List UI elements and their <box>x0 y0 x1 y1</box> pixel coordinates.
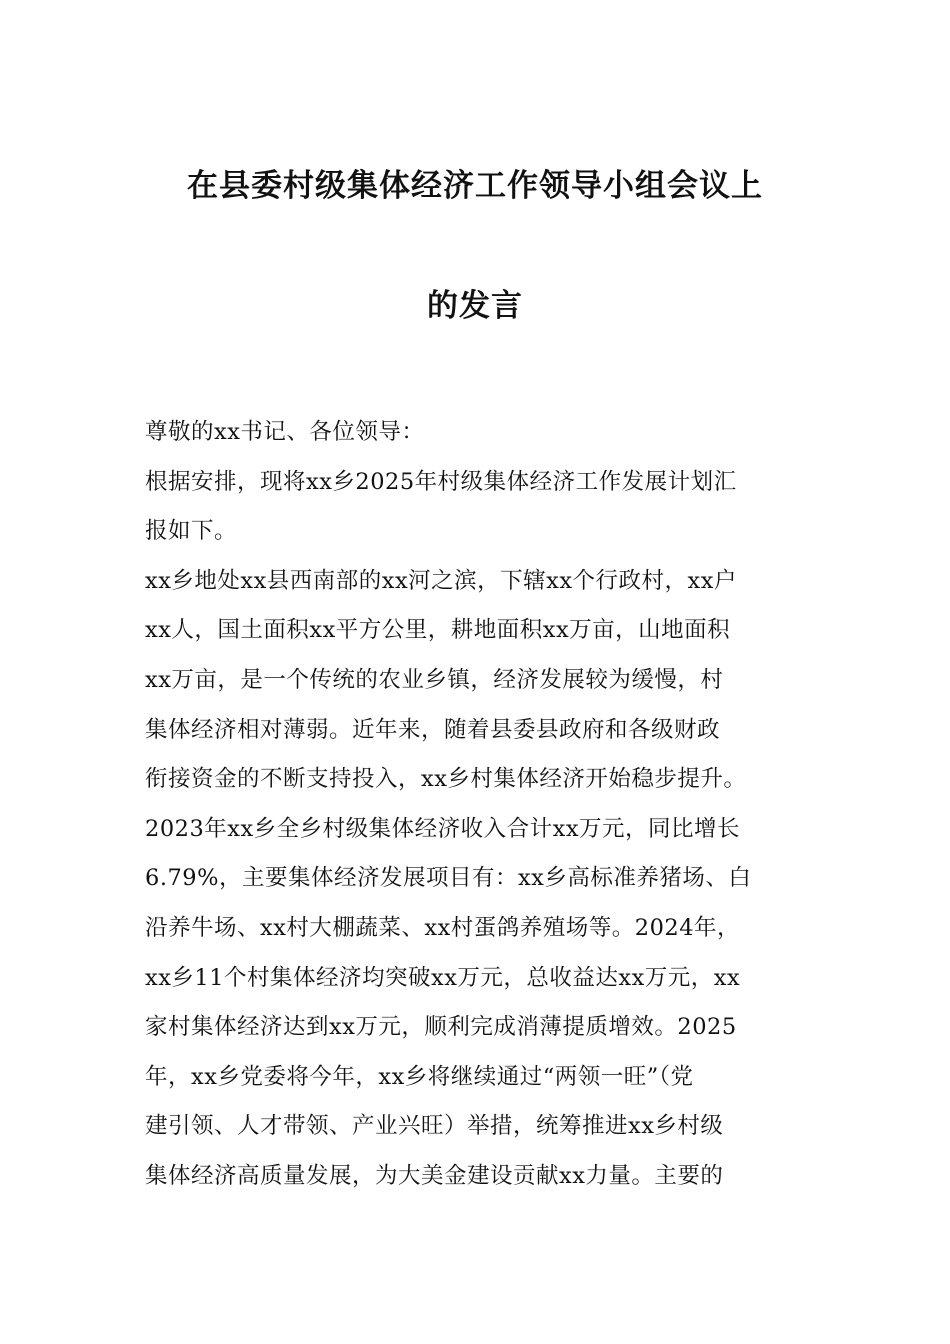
document-body <box>145 408 825 1202</box>
body-line: 集体经济相对薄弱。近年来，随着县委县政府和各级财政 <box>145 716 721 743</box>
body-line: 集体经济高质量发展，为大美金建设贡献xx力量。主要的 <box>145 1162 724 1189</box>
body-line: 根据安排，现将xx乡2025年村级集体经济工作发展计划汇 <box>145 468 737 495</box>
body-line: 报如下。 <box>145 518 238 545</box>
document-title-line-2: 的发言 <box>427 288 523 324</box>
body-line: 衔接资金的不断支持投入，xx乡村集体经济开始稳步提升。 <box>145 766 747 793</box>
body-line: 6.79%，主要集体经济发展项目有：xx乡高标准养猪场、白 <box>145 865 752 892</box>
body-line: xx乡地处xx县西南部的xx河之滨，下辖xx个行政村，xx户 <box>145 567 737 594</box>
body-line: xx乡11个村集体经济均突破xx万元，总收益达xx万元，xx <box>145 964 741 991</box>
body-line: 建引领、人才带领、产业兴旺）举措，统筹推进xx乡村级 <box>145 1113 724 1140</box>
body-line: xx万亩，是一个传统的农业乡镇，经济发展较为缓慢，村 <box>145 666 724 693</box>
document-title-line-1: 在县委村级集体经济工作领导小组会议上 <box>187 168 763 204</box>
body-line: 年，xx乡党委将今年，xx乡将继续通过“两领一旺”（党 <box>145 1063 694 1090</box>
body-line: 家村集体经济达到xx万元，顺利完成消薄提质增效。2025 <box>145 1014 737 1041</box>
body-line: 沿养牛场、xx村大棚蔬菜、xx村蛋鸽养殖场等。2024年， <box>145 914 741 941</box>
body-line: xx人，国土面积xx平方公里，耕地面积xx万亩，山地面积 <box>145 617 731 644</box>
body-line: 2023年xx乡全乡村级集体经济收入合计xx万元，同比增长 <box>145 815 741 842</box>
salutation-line: 尊敬的xx书记、各位领导： <box>145 419 425 445</box>
